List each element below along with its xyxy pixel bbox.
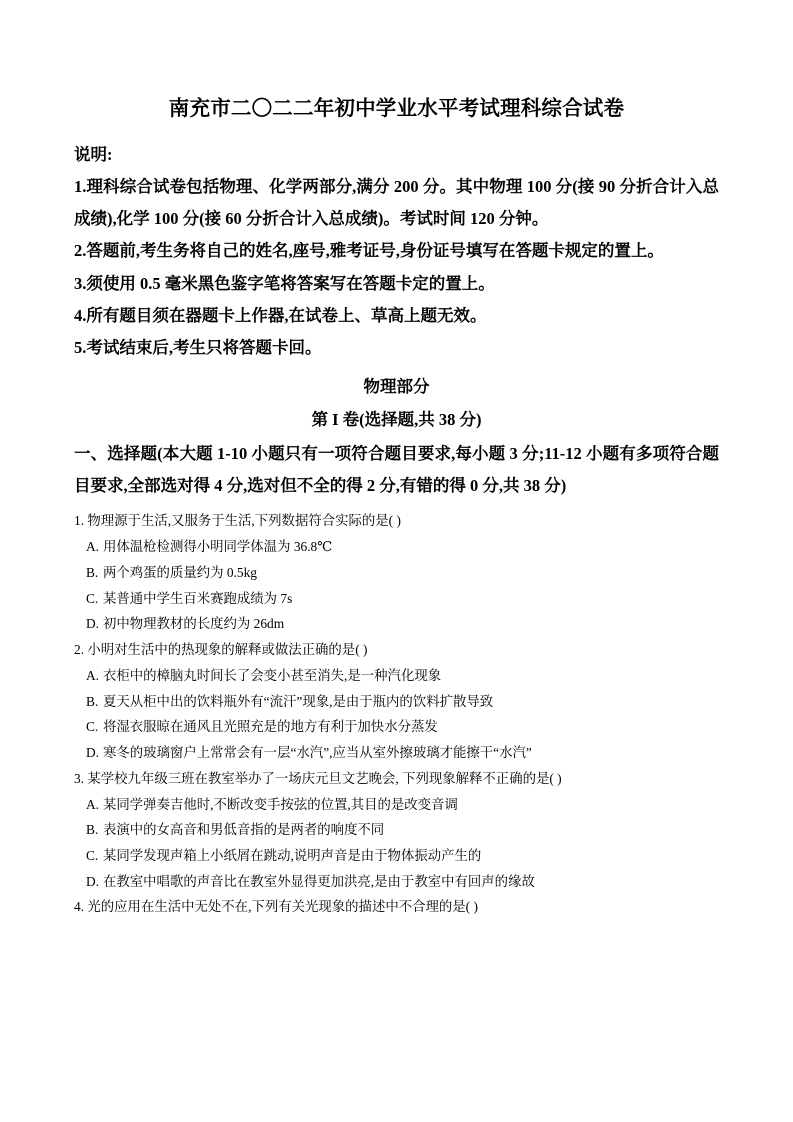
option-letter: D.	[86, 745, 100, 761]
part-title: 物理部分	[363, 377, 430, 397]
option-text: 某普通中学生百米赛跑成绩为 7s	[103, 590, 293, 606]
option-letter: A.	[86, 539, 100, 555]
question-option	[86, 843, 719, 869]
option-letter: D.	[86, 873, 100, 889]
option-letter: A.	[86, 667, 100, 683]
option-letter: B.	[86, 693, 99, 709]
option-text: 表演中的女高音和男低音指的是两者的响度不同	[103, 822, 385, 838]
option-text: 用体温枪检测得小明同学体温为 36.8℃	[103, 539, 333, 555]
option-letter: C.	[86, 848, 99, 864]
option-text: 在教室中唱歌的声音比在教室外显得更加洪亮,是由于教室中有回声的缘故	[103, 873, 535, 889]
option-text: 初中物理教材的长度约为 26dm	[103, 616, 285, 632]
question-option	[86, 792, 719, 818]
instruction-item-4: 4.所有题目须在器题卡上作器,在试卷上、草高上题无效。	[74, 305, 487, 325]
question-option	[86, 714, 719, 740]
option-letter: C.	[86, 719, 99, 735]
instruction-item-1: 1.理科综合试卷包括物理、化学两部分,满分 200 分。其中物理 100 分(接 90 分折合计入总成绩),化学 100 分(接 60 分折合计入总成绩)。考试时间 120 分钟。	[74, 177, 719, 229]
question-stem: 1. 物理源于生活,又服务于生活,下列数据符合实际的是( )	[74, 513, 401, 529]
question-stem: 2. 小明对生活中的热现象的解释或做法正确的是( )	[74, 642, 368, 658]
volume-title: 第 I 卷(选择题,共 38 分)	[311, 410, 482, 430]
option-text: 将湿衣服晾在通风且光照充是的地方有利于加快水分蒸发	[103, 719, 438, 735]
option-text: 某同学弹奏吉他时,不断改变手按弦的位置,其目的是改变音调	[103, 796, 458, 812]
instructions-label: 说明:	[74, 144, 113, 164]
option-text: 夏天从柜中出的饮料瓶外有“流汗”现象,是由于瓶内的饮料扩散导致	[103, 693, 494, 709]
question-option	[86, 560, 719, 586]
question-option	[86, 663, 719, 689]
question-stem: 4. 光的应用在生活中无处不在,下列有关光现象的描述中不合理的是( )	[74, 899, 478, 915]
question-option	[86, 586, 719, 612]
option-letter: B.	[86, 822, 99, 838]
option-letter: B.	[86, 564, 99, 580]
question-stem: 3. 某学校九年级三班在教室举办了一场庆元旦文艺晚会, 下列现象解释不正确的是( )	[74, 770, 562, 786]
question-option	[86, 817, 719, 843]
option-text: 某同学发现声箱上小纸屑在跳动,说明声音是由于物体振动产生的	[103, 848, 482, 864]
option-letter: D.	[86, 616, 100, 632]
question-option	[86, 869, 719, 895]
instruction-item-5: 5.考试结束后,考生只将答题卡回。	[74, 337, 322, 357]
question-option	[86, 740, 719, 766]
question-option	[86, 611, 719, 637]
option-text: 寒冬的玻璃窗户上常常会有一层“水汽”,应当从室外擦玻璃才能擦干“水汽”	[103, 745, 532, 761]
instruction-item-3: 3.须使用 0.5 毫米黑色鉴字笔将答案写在答题卡定的置上。	[74, 273, 495, 293]
question-option	[86, 534, 719, 560]
option-text: 衣柜中的樟脑丸时间长了会变小甚至消失,是一种汽化现象	[103, 667, 442, 683]
option-letter: C.	[86, 590, 99, 606]
option-letter: A.	[86, 796, 100, 812]
question-option	[86, 689, 719, 715]
big-question-heading: 一、选择题(本大题 1-10 小题只有一项符合题目要求,每小题 3 分;11-12 小题有多项符合题目要求,全部选对得 4 分,选对但不全的得 2 分,有错的得 0 分,共 38 分)	[74, 444, 719, 496]
option-text: 两个鸡蛋的质量约为 0.5kg	[103, 564, 257, 580]
instruction-item-2: 2.答题前,考生务将自己的姓名,座号,雅考证号,身份证号填写在答题卡规定的置上。	[74, 241, 664, 261]
page-title: 南充市二〇二二年初中学业水平考试理科综合试卷	[168, 98, 625, 120]
